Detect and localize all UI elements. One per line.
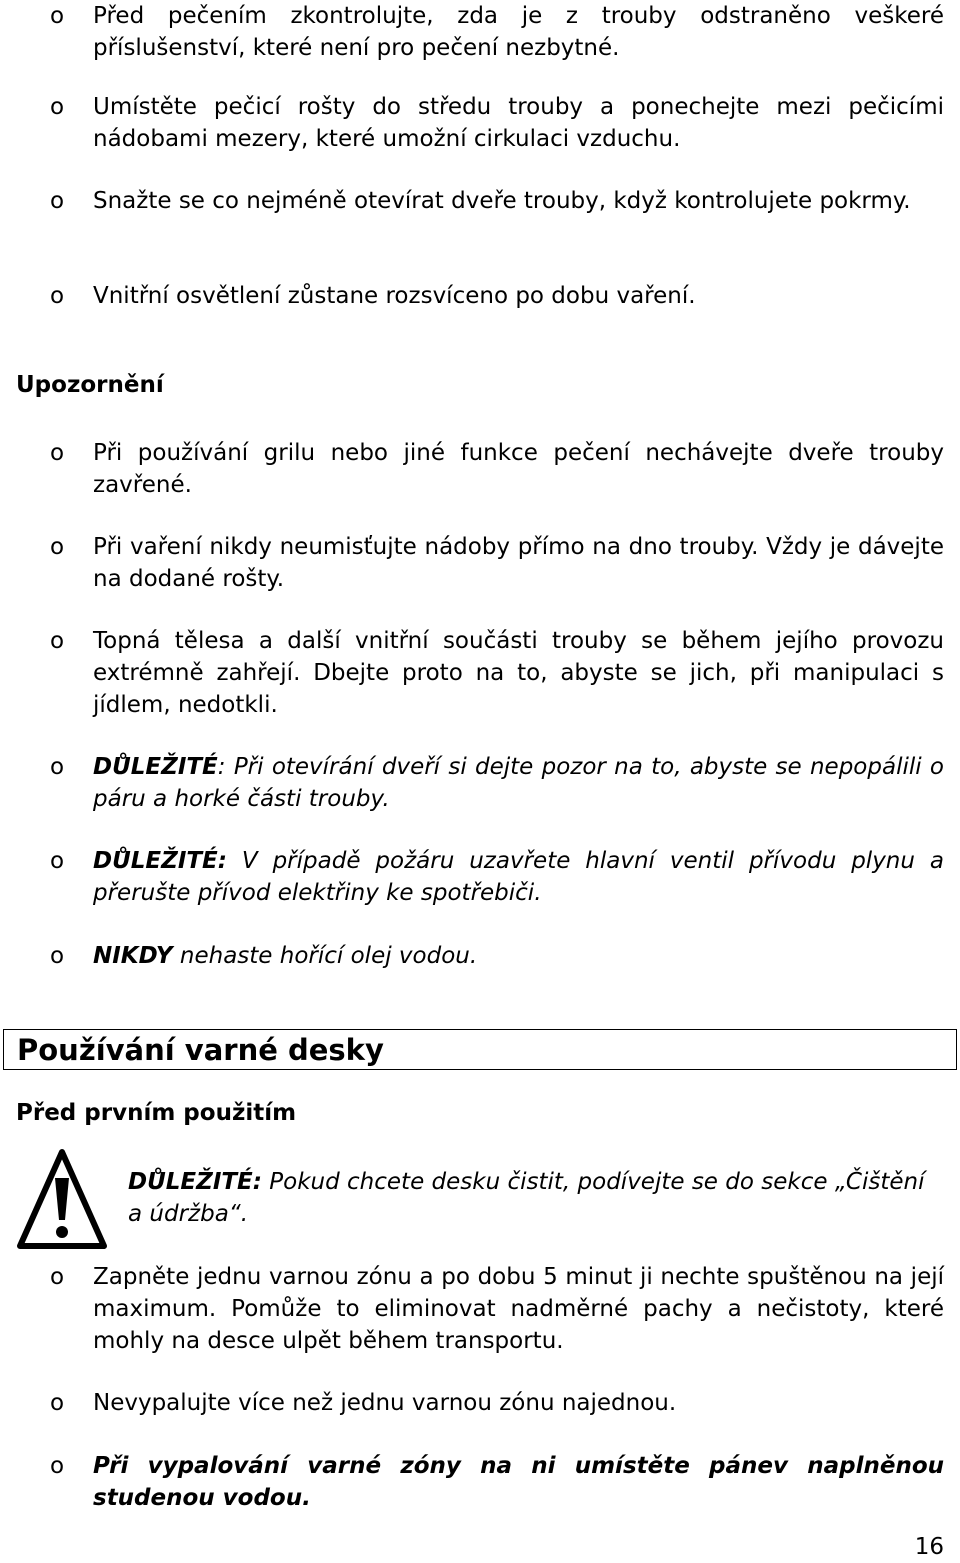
never-text: nehaste hořící olej vodou. bbox=[172, 943, 478, 969]
section-title-box bbox=[3, 1029, 957, 1070]
oven-tip-text: Před pečením zkontrolujte, zda je z trouby odstraněno veškeré příslušenství, které není pro pečení nezbytné. bbox=[93, 3, 944, 61]
hob-step-text: Zapněte jednu varnou zónu a po dobu 5 minut ji nechte spuštěnou na její maximum. Pomůže to eliminovat nadměrné pachy a nečistoty, které mohly na desce ulpět během transportu. bbox=[93, 1264, 944, 1354]
oven-tip-text: Vnitřní osvětlení zůstane rozsvíceno po dobu vaření. bbox=[93, 283, 696, 309]
bullet: o bbox=[50, 1390, 65, 1416]
important-note bbox=[93, 845, 944, 909]
bullet: o bbox=[50, 283, 65, 309]
page-number: 16 bbox=[914, 1534, 944, 1560]
bullet: o bbox=[50, 188, 65, 214]
bullet: o bbox=[50, 440, 65, 466]
bullet: o bbox=[50, 3, 65, 29]
warning-text: Při vaření nikdy neumisťujte nádoby přímo na dno trouby. Vždy je dávejte na dodané rošty. bbox=[93, 534, 944, 592]
subheading: Před prvním použitím bbox=[16, 1100, 297, 1126]
important-label: DŮLEŽITÉ: bbox=[128, 1169, 262, 1195]
oven-tip-text: Umístěte pečicí rošty do středu trouby a ponechejte mezi pečicími nádobami mezery, které umožní cirkulaci vzduchu. bbox=[93, 94, 944, 152]
hob-notice-text: Pokud chcete desku čistit, podívejte se do sekce „Čištění a údržba“. bbox=[128, 1169, 925, 1227]
bullet: o bbox=[50, 943, 65, 969]
bullet: o bbox=[50, 1453, 65, 1479]
warning-text: Topná tělesa a další vnitřní součásti trouby se během jejího provozu extrémně zahřejí. Dbejte proto na to, abyste se jich, při manipulaci s jídlem, nedotkli. bbox=[93, 628, 944, 718]
never-note bbox=[93, 940, 944, 972]
warning-triangle-icon bbox=[16, 1148, 108, 1250]
important-label: DŮLEŽITÉ: bbox=[93, 848, 227, 874]
bullet: o bbox=[50, 754, 65, 780]
hob-final-bold: Při vypalování varné zóny na ni umístěte pánev naplněnou studenou vodou. bbox=[93, 1453, 944, 1511]
important-text: V případě požáru uzavřete hlavní ventil přívodu plynu a přerušte přívod elektřiny ke spotřebiči. bbox=[93, 848, 944, 906]
warning-text: Při používání grilu nebo jiné funkce pečení nechávejte dveře trouby zavřené. bbox=[93, 440, 944, 498]
hob-notice bbox=[128, 1166, 944, 1230]
hob-step-text: Nevypalujte více než jednu varnou zónu najednou. bbox=[93, 1390, 677, 1416]
bullet: o bbox=[50, 628, 65, 654]
bullet: o bbox=[50, 534, 65, 560]
section-title: Používání varné desky bbox=[17, 1033, 384, 1067]
bullet: o bbox=[50, 94, 65, 120]
bullet: o bbox=[50, 848, 65, 874]
oven-tip-text: Snažte se co nejméně otevírat dveře trouby, když kontrolujete pokrmy. bbox=[93, 188, 911, 214]
warning-heading: Upozornění bbox=[16, 372, 164, 398]
important-label: DŮLEŽITÉ bbox=[93, 754, 218, 780]
important-note bbox=[93, 751, 944, 815]
important-text: : Při otevírání dveří si dejte pozor na to, abyste se nepopálili o páru a horké části trouby. bbox=[93, 754, 944, 812]
hob-final-text bbox=[93, 1450, 944, 1514]
bullet: o bbox=[50, 1264, 65, 1290]
never-label: NIKDY bbox=[93, 943, 173, 969]
